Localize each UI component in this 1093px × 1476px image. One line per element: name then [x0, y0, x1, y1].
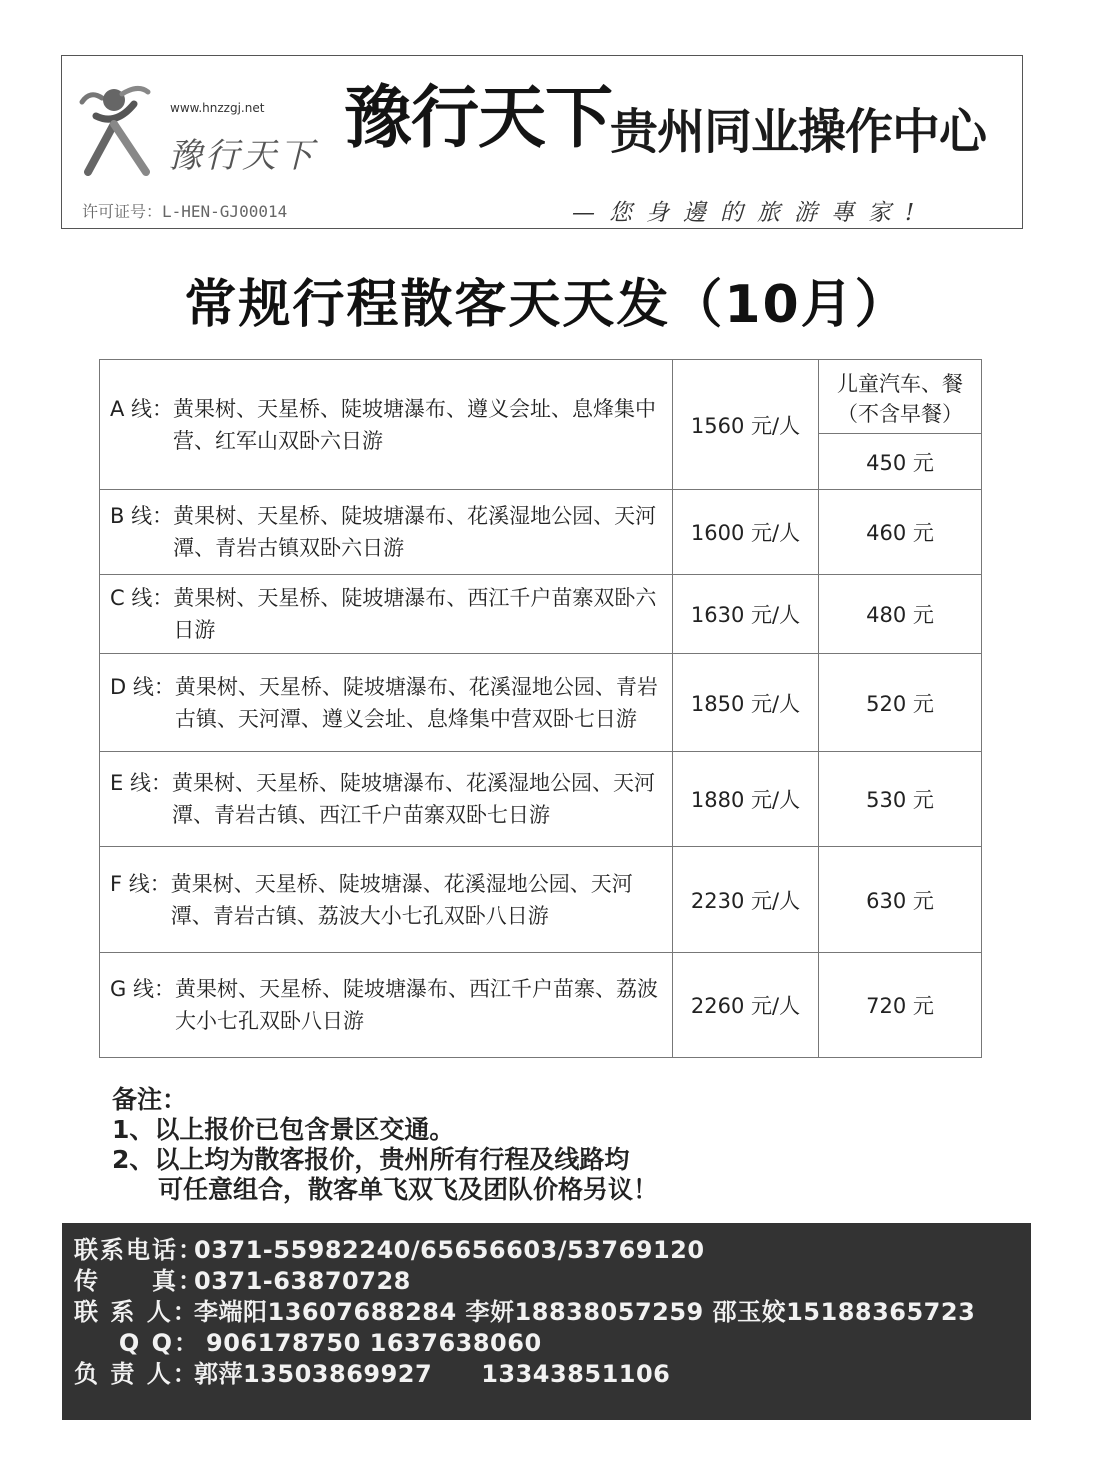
- running-person-logo-icon: [76, 76, 156, 176]
- note-item: 2、以上均为散客报价，贵州所有行程及线路均: [112, 1145, 630, 1174]
- person-value: 李端阳13607688284 李妍18838057259 邵玉姣15188365723: [194, 1298, 976, 1326]
- price-cell: 2260 元/人: [673, 953, 819, 1058]
- brand-name: 豫行天下: [344, 79, 613, 158]
- child-price-cell: 530 元: [819, 752, 982, 847]
- notes-heading: 备注：: [112, 1085, 188, 1114]
- route-desc: 黄果树、天星桥、陡坡塘瀑布、西江千户苗寨、荔波大小七孔双卧八日游: [174, 977, 658, 1033]
- logo-text: 豫行天下: [168, 136, 316, 176]
- contact-person-row: [74, 1297, 1031, 1328]
- page-title: 常规行程散客天天发（10月）: [184, 275, 909, 335]
- contact-phone-row: [74, 1235, 1031, 1266]
- route-cell: [100, 360, 673, 490]
- route-desc: 黄果树、天星桥、陡坡塘瀑布、西江千户苗寨双卧六日游: [173, 586, 657, 642]
- header-box: [61, 55, 1023, 229]
- table-row: [100, 575, 982, 654]
- route-cell: [100, 953, 673, 1058]
- contact-fax-row: [74, 1266, 1031, 1297]
- route-code: B 线：: [110, 504, 174, 528]
- route-code: D 线：: [110, 674, 175, 699]
- route-cell: [100, 654, 673, 752]
- child-price-cell: 630 元: [819, 847, 982, 953]
- child-price-header: [819, 360, 982, 434]
- child-price-cell: 450 元: [819, 434, 982, 490]
- route-desc: 黄果树、天星桥、陡坡塘瀑布、花溪湿地公园、天河潭、青岩古镇双卧六日游: [173, 504, 657, 560]
- notes-section: [112, 1085, 658, 1205]
- manager-value: 郭萍13503869927 13343851106: [194, 1360, 671, 1388]
- route-cell: [100, 490, 673, 575]
- price-cell: 1630 元/人: [673, 575, 819, 654]
- route-desc: 黄果树、天星桥、陡坡塘瀑布、遵义会址、息烽集中营、红军山双卧六日游: [173, 396, 657, 453]
- note-item: 1、以上报价已包含景区交通。: [112, 1115, 455, 1144]
- slogan: —您身邊的旅游專家!: [572, 200, 929, 226]
- price-table: [99, 359, 982, 1058]
- child-header-line1: 儿童汽车、餐: [837, 371, 963, 396]
- price-cell: 2230 元/人: [673, 847, 819, 953]
- contact-manager-row: [74, 1359, 1031, 1390]
- price-cell: 1880 元/人: [673, 752, 819, 847]
- fax-label: 传 真：: [74, 1267, 204, 1295]
- child-price-cell: 460 元: [819, 490, 982, 575]
- license-number: 许可证号：L-HEN-GJ00014: [82, 202, 288, 221]
- child-price-cell: 520 元: [819, 654, 982, 752]
- site-url: www.hnzzgj.net: [170, 101, 265, 115]
- price-cell: 1560 元/人: [673, 360, 819, 490]
- phone-value: 0371-55982240/65656603/53769120: [194, 1236, 705, 1264]
- table-row: [100, 752, 982, 847]
- person-label: 联 系 人：: [74, 1298, 199, 1326]
- route-code: A 线：: [110, 396, 174, 421]
- child-price-cell: 720 元: [819, 953, 982, 1058]
- price-cell: 1600 元/人: [673, 490, 819, 575]
- price-cell: 1850 元/人: [673, 654, 819, 752]
- contact-qq-row: [74, 1328, 1031, 1359]
- qq-value: 906178750 1637638060: [206, 1329, 542, 1357]
- route-code: G 线：: [110, 977, 175, 1001]
- route-cell: [100, 752, 673, 847]
- route-desc: 黄果树、天星桥、陡坡塘瀑布、花溪湿地公园、青岩古镇、天河潭、遵义会址、息烽集中营双卧七日游: [174, 674, 658, 731]
- table-row: [100, 490, 982, 575]
- note-item: 可任意组合，散客单飞双飞及团队价格另议！: [158, 1175, 659, 1204]
- phone-label: 联系电话：: [74, 1236, 204, 1264]
- child-price-cell: 480 元: [819, 575, 982, 654]
- route-desc: 黄果树、天星桥、陡坡塘瀑布、花溪湿地公园、天河潭、青岩古镇、西江千户苗寨双卧七日游: [171, 771, 655, 827]
- table-row: [100, 953, 982, 1058]
- manager-label: 负 责 人：: [74, 1360, 199, 1388]
- qq-label: Q Q：: [118, 1329, 200, 1357]
- child-header-line2: （不含早餐）: [837, 401, 963, 426]
- fax-value: 0371-63870728: [194, 1267, 411, 1295]
- route-code: C 线：: [110, 586, 174, 610]
- route-desc: 黄果树、天星桥、陡坡塘瀑、花溪湿地公园、天河潭、青岩古镇、荔波大小七孔双卧八日游: [170, 871, 633, 928]
- table-row: [100, 847, 982, 953]
- table-row: [100, 654, 982, 752]
- route-code: F 线：: [110, 871, 171, 896]
- contact-bar: [62, 1223, 1031, 1420]
- route-cell: [100, 575, 673, 654]
- route-code: E 线：: [110, 771, 172, 795]
- route-cell: [100, 847, 673, 953]
- brand-subtitle: 贵州同业操作中心: [610, 104, 987, 160]
- table-row: [100, 360, 982, 434]
